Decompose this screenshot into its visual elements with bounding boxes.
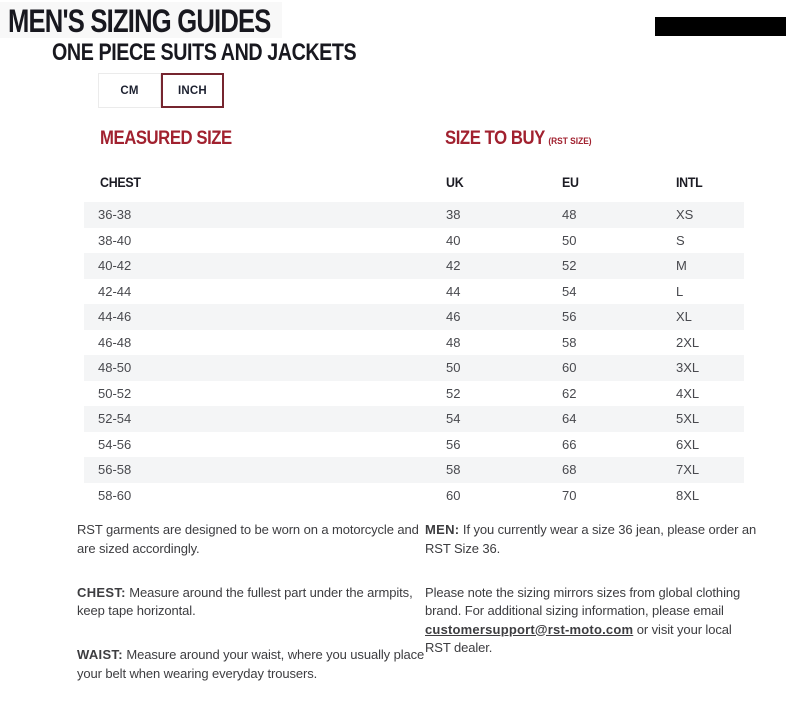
note-waist-label: WAIST:: [77, 647, 123, 662]
uk-cell: 40: [446, 232, 461, 248]
eu-cell: 52: [562, 258, 577, 273]
table-row: [84, 381, 744, 407]
intl-cell: 4XL: [676, 385, 700, 401]
uk-cell: 38: [446, 207, 461, 222]
note-chest-text: Measure around the fullest part under the armpits, keep tape horizontal.: [77, 584, 413, 618]
intl-cell: M: [676, 258, 687, 273]
column-header-intl: INTL: [676, 175, 703, 190]
eu-cell: 66: [562, 436, 577, 452]
chest-cell: 46-48: [98, 334, 132, 350]
eu-cell: 50: [562, 232, 577, 248]
chest-cell: 54-56: [98, 436, 132, 452]
chest-cell: 44-46: [98, 309, 132, 324]
uk-cell: 56: [446, 436, 461, 452]
top-right-black-rectangle: [655, 17, 786, 36]
chest-cell: 52-54: [98, 411, 132, 426]
notes-left-column: [77, 521, 425, 706]
table-row: [84, 355, 744, 381]
uk-cell: 48: [446, 334, 461, 350]
eu-cell: 58: [562, 334, 577, 350]
intl-cell: 6XL: [676, 436, 700, 452]
table-row: [84, 330, 744, 356]
uk-cell: 52: [446, 385, 461, 401]
intl-cell: XS: [676, 207, 694, 222]
chest-cell: 58-60: [98, 487, 132, 503]
eu-cell: 60: [562, 360, 577, 375]
uk-cell: 58: [446, 462, 461, 477]
note-sizing-text-after: or visit your local RST dealer.: [425, 621, 732, 655]
page-title: MEN'S SIZING GUIDES: [8, 3, 271, 39]
unit-toggle: [98, 73, 224, 108]
column-header-eu: EU: [562, 175, 579, 190]
table-row: [84, 253, 744, 279]
cm-button[interactable]: CM: [98, 73, 161, 108]
uk-cell: 50: [446, 360, 461, 375]
chest-cell: 36-38: [98, 207, 132, 222]
note-men-text: If you currently wear a size 36 jean, please order an RST Size 36.: [425, 522, 757, 556]
note-general: [77, 521, 425, 558]
chest-cell: 38-40: [98, 232, 132, 248]
eu-cell: 62: [562, 385, 577, 401]
eu-cell: 56: [562, 309, 577, 324]
size-to-buy-heading: [445, 128, 592, 150]
chest-cell: 40-42: [98, 258, 132, 273]
chest-cell: 56-58: [98, 462, 132, 477]
intl-cell: L: [676, 283, 684, 299]
measured-size-label: MEASURED SIZE: [100, 128, 232, 149]
column-header-chest: CHEST: [100, 175, 141, 190]
note-waist: [77, 646, 425, 683]
notes-right-column: [425, 521, 760, 683]
table-row: [84, 228, 744, 254]
chest-cell: 42-44: [98, 283, 132, 299]
uk-cell: 44: [446, 283, 461, 299]
note-sizing: [425, 584, 760, 658]
table-row: [84, 457, 744, 483]
note-waist-text: Measure around your waist, where you usually place your belt when wearing everyday trousers.: [77, 647, 425, 681]
uk-cell: 54: [446, 411, 461, 426]
intl-cell: S: [676, 232, 685, 248]
table-row: [84, 279, 744, 305]
eu-cell: 48: [562, 207, 577, 222]
customer-support-email-link[interactable]: customersupport@rst-moto.com: [425, 621, 634, 637]
intl-cell: 2XL: [676, 334, 700, 350]
intl-cell: 5XL: [676, 411, 700, 426]
rst-size-note: (RST SIZE): [548, 136, 592, 147]
note-men: [425, 521, 760, 558]
uk-cell: 42: [446, 258, 461, 273]
eu-cell: 54: [562, 283, 577, 299]
intl-cell: 8XL: [676, 487, 700, 503]
note-men-label: MEN:: [425, 522, 460, 537]
eu-cell: 70: [562, 487, 577, 503]
table-row: [84, 304, 744, 330]
chest-cell: 48-50: [98, 360, 132, 375]
intl-cell: 7XL: [676, 462, 700, 477]
note-general-text: RST garments are designed to be worn on a motorcycle and are sized accordingly.: [77, 522, 419, 556]
table-row: [84, 432, 744, 458]
chest-cell: 50-52: [98, 385, 132, 401]
size-table-body: [84, 202, 744, 508]
size-to-buy-label: SIZE TO BUY: [445, 128, 545, 149]
eu-cell: 64: [562, 411, 577, 426]
eu-cell: 68: [562, 462, 577, 477]
table-row: [84, 406, 744, 432]
note-sizing-text-before: Please note the sizing mirrors sizes from global clothing brand. For additional sizing information, please email: [425, 584, 741, 618]
inch-button[interactable]: INCH: [161, 73, 224, 108]
table-row: [84, 483, 744, 509]
uk-cell: 46: [446, 309, 461, 324]
table-row: [84, 202, 744, 228]
column-header-uk: UK: [446, 175, 464, 190]
note-chest-label: CHEST:: [77, 584, 126, 600]
uk-cell: 60: [446, 487, 461, 503]
intl-cell: 3XL: [676, 360, 700, 375]
note-chest: [77, 584, 425, 621]
intl-cell: XL: [676, 309, 692, 324]
measured-size-heading: [100, 128, 232, 150]
page-subtitle: ONE PIECE SUITS AND JACKETS: [52, 39, 357, 66]
